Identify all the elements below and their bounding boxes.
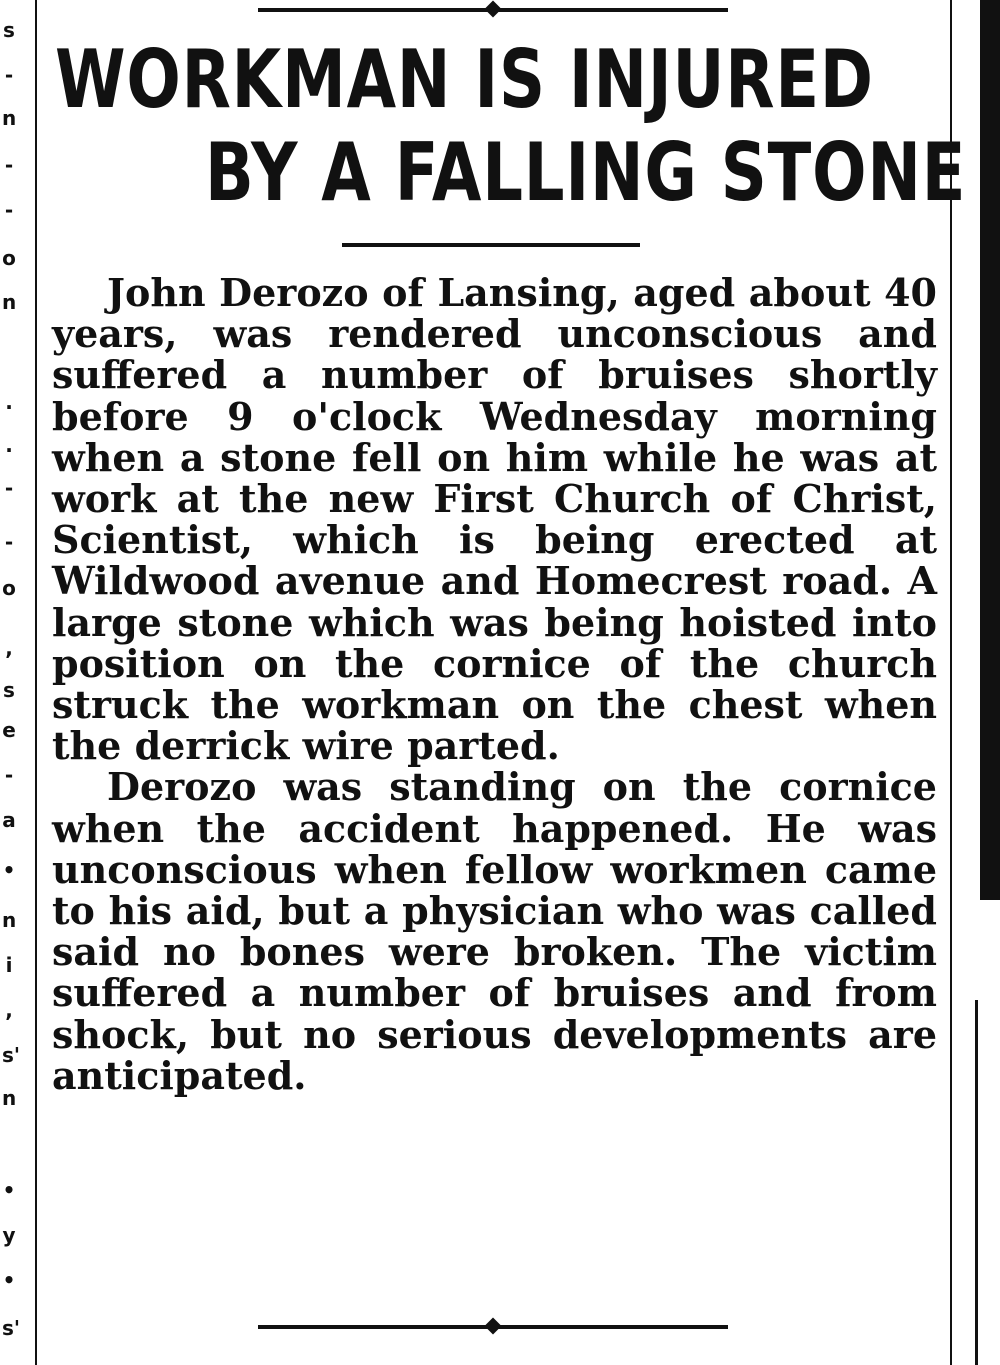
gutter-fragment: o [2,576,16,600]
gutter-fragment: . [5,433,13,457]
gutter-fragment: . [5,390,13,414]
gutter-fragment: o [2,246,16,270]
gutter-fragment: • [2,1178,16,1202]
adjacent-column-edge [980,0,1000,900]
gutter-fragment: , [5,998,13,1022]
gutter-fragment: • [2,1268,16,1292]
gutter-fragment: i [5,953,13,977]
gutter-fragment: - [4,153,14,177]
adjacent-column-edge-lower [975,1000,978,1365]
top-ornament-rule [258,8,728,12]
gutter-fragment: • [2,858,16,882]
gutter-fragment: s [3,18,15,42]
headline-line-1: WORKMAN IS INJURED [55,33,874,126]
gutter-fragment: a [2,808,16,832]
headline-divider-rule [342,243,640,247]
gutter-fragment: - [4,476,14,500]
article-body [52,272,937,1096]
column-rule-left [35,0,37,1365]
gutter-fragment: s' [2,1043,21,1067]
gutter-fragment: e [2,718,16,742]
gutter-fragment: - [4,763,14,787]
gutter-fragment: - [4,198,14,222]
bottom-ornament-rule [258,1325,728,1329]
gutter-fragment: , [5,636,13,660]
gutter-fragment: n [2,908,17,932]
article-paragraph: John Derozo of Lansing, aged about 40 years, was rendered unconscious and suffered a number of bruises shortly before 9 o'clock Wednesday morning when a stone fell on him while he was at work at the new First Church of Christ, Scientist, which is being erected at Wildwood avenue and Homecrest road. A large stone which was being hoisted into position on the cornice of the church struck the workman on the chest when the derrick wire parted. [52,270,937,769]
gutter-fragment: n [2,1086,17,1110]
gutter-fragment: n [2,290,17,314]
headline-line-2: BY A FALLING STONE [205,126,967,219]
adjacent-column-fragments [0,20,22,1360]
gutter-fragment: s [3,678,15,702]
article-paragraph: Derozo was standing on the cornice when the accident happened. He was unconscious when fellow workmen came to his aid, but a physician who was called said no bones were broken. The victim suffered a number of bruises and from shock, but no serious developments are anticipated. [52,764,937,1098]
gutter-fragment: - [4,63,14,87]
gutter-fragment: y [2,1223,16,1247]
gutter-fragment: - [4,530,14,554]
gutter-fragment: n [2,106,17,130]
gutter-fragment: s' [2,1316,21,1340]
